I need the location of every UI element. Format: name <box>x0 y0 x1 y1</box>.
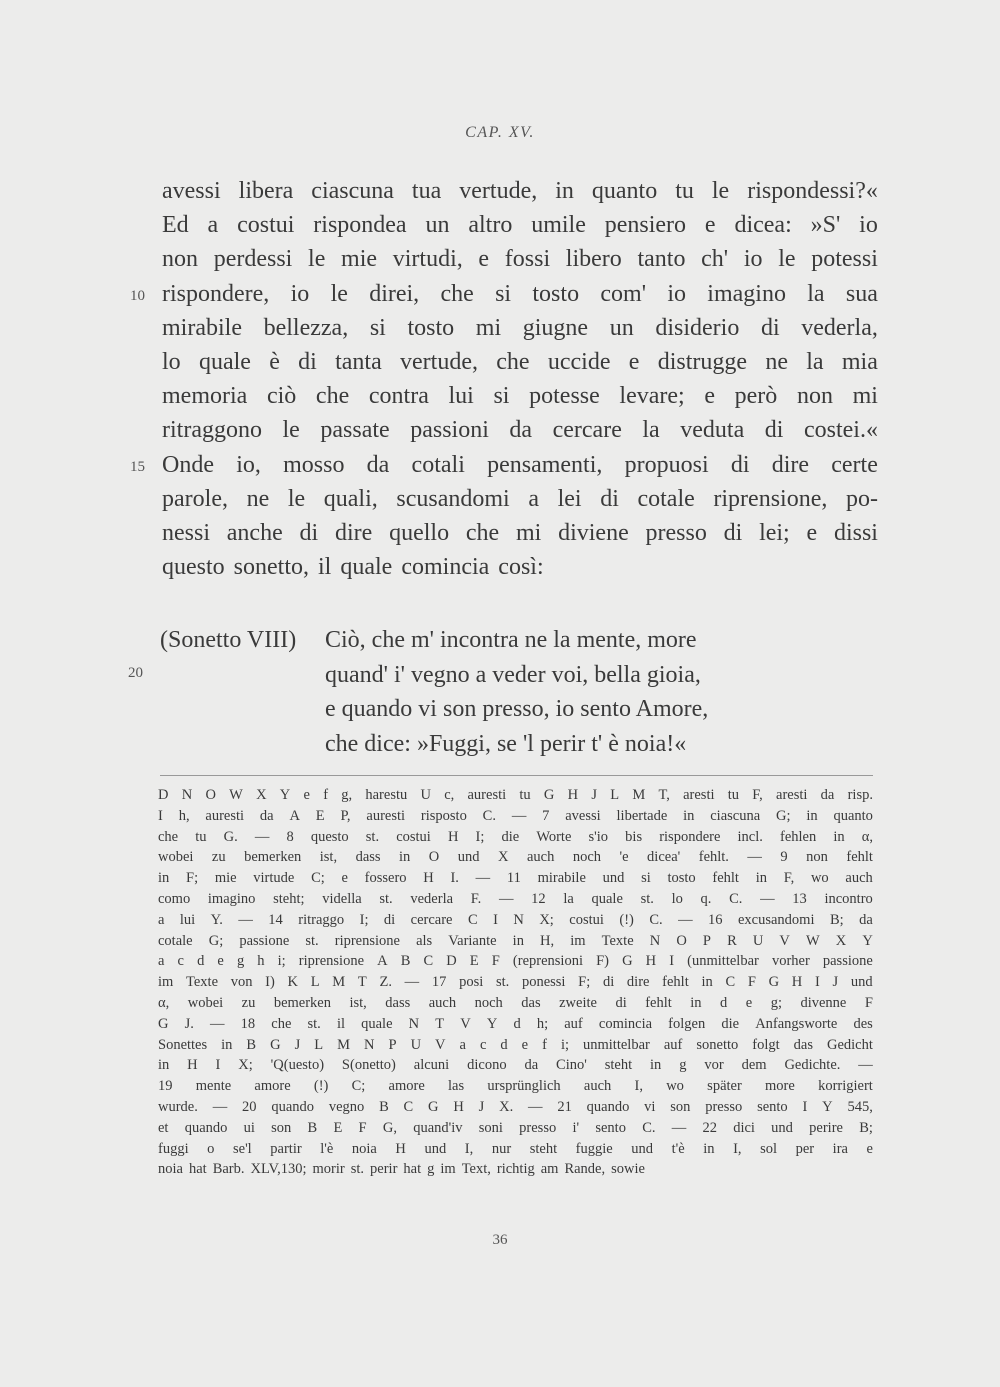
apparatus-line: Sonettes in B G J L M N P U V a c d e f i; unmittelbar auf sonetto folgt das Gedicht <box>158 1036 873 1053</box>
prose-line: memoria ciò che contra lui si potesse levare; e però non mi <box>162 383 878 410</box>
apparatus-line: in F; mie virtude C; e fossero H I. — 11 mirabile und si tosto fehlt in F, wo auch <box>158 870 873 887</box>
apparatus-line: noia hat Barb. XLV,130; morir st. perir hat g im Text, richtig am Rande, sowie <box>158 1161 645 1178</box>
line-number-15: 15 <box>130 459 145 475</box>
apparatus-line: I h, auresti da A E P, auresti risposto C. — 7 avessi libertade in ciascuna G; in quanto <box>158 807 873 824</box>
apparatus-line: wobei zu bemerken ist, dass in O und X auch noch 'e dicea' fehlt. — 9 non fehlt <box>158 849 873 866</box>
apparatus-line: im Texte von I) K L M T Z. — 17 posi st. ponessi F; di dire fehlt in C F G H I J und <box>158 974 873 991</box>
sonnet-verses <box>325 623 708 761</box>
sonnet-verse: e quando vi son presso, io sento Amore, <box>325 696 709 722</box>
line-number-20: 20 <box>128 665 143 681</box>
prose-line: rispondere, io le direi, che si tosto com' io imagino la sua <box>162 280 878 307</box>
prose-line: avessi libera ciascuna tua vertude, in quanto tu le rispondessi?« <box>162 178 878 204</box>
prose-line: questo sonetto, il quale comincia così: <box>162 554 544 581</box>
critical-apparatus <box>158 785 873 1180</box>
apparatus-line: fuggi o se'l partir l'è noia H und I, nur steht fuggie und t'è in I, sol per ira e <box>158 1140 873 1157</box>
sonnet-verse: che dice: »Fuggi, se 'l perir t' è noia!« <box>325 730 687 757</box>
prose-line: non perdessi le mie virtudi, e fossi libero tanto ch' io le potessi <box>162 246 878 273</box>
apparatus-line: 19 mente amore (!) C; amore las ursprünglich auch I, wo später more korrigiert <box>158 1078 873 1095</box>
apparatus-line: wurde. — 20 quando vegno B C G H J X. — 21 quando vi son presso sento I Y 545, <box>158 1098 873 1115</box>
apparatus-line: et quando ui son B E F G, quand'iv soni presso i' sento C. — 22 dici und perire B; <box>158 1119 873 1136</box>
sonnet-verse: quand' i' vegno a veder voi, bella gioia, <box>325 661 701 688</box>
apparatus-line: D N O W X Y e f g, harestu U c, auresti tu G H J L M T, aresti tu F, aresti da risp. <box>158 787 873 803</box>
prose-line: Ed a costui rispondea un altro umile pensiero e dicea: »S' io <box>162 212 878 239</box>
apparatus-line: como imagino steht; vidella st. vederla F. — 12 la quale st. lo q. C. — 13 incontro <box>158 890 873 907</box>
running-head: CAP. XV. <box>465 124 535 141</box>
prose-line: nessi anche di dire quello che mi diviene presso di lei; e dissi <box>162 519 878 546</box>
apparatus-line: G J. — 18 che st. il quale N T V Y d h; auf comincia folgen die Anfangsworte des <box>158 1015 873 1032</box>
prose-line: parole, ne le quali, scusandomi a lei di cotale riprensione, po- <box>162 485 878 512</box>
footnote-rule <box>160 775 873 776</box>
apparatus-line: cotale G; passione st. riprensione als Variante in H, im Texte N O P R U V W X Y <box>158 932 873 949</box>
prose-line: lo quale è di tanta vertude, che uccide e distrugge ne la mia <box>162 348 878 375</box>
apparatus-line: in H I X; 'Q(uesto) S(onetto) alcuni dicono da Cino' steht in g vor dem Gedichte. — <box>158 1057 873 1074</box>
prose-line: Onde io, mosso da cotali pensamenti, propuosi di dire certe <box>162 451 878 478</box>
prose-text <box>162 174 878 584</box>
apparatus-line: α, wobei zu bemerken ist, dass auch noch das zweite di fehlt in d e g; divenne F <box>158 994 873 1011</box>
prose-line: ritraggono le passate passioni da cercare la veduta di costei.« <box>162 417 878 444</box>
line-number-10: 10 <box>130 288 145 304</box>
prose-line: mirabile bellezza, si tosto mi giugne un disiderio di vederla, <box>162 314 878 341</box>
apparatus-line: che tu G. — 8 questo st. costui H I; die Worte s'io bis rispondere incl. fehlen in α, <box>158 828 873 845</box>
page-number: 36 <box>492 1232 508 1248</box>
sonnet-label: (Sonetto VIII) <box>160 627 297 653</box>
apparatus-line: a lui Y. — 14 ritraggo I; di cercare C I N X; costui (!) C. — 16 excusandomi B; da <box>158 911 873 928</box>
sonnet-verse: Ciò, che m' incontra ne la mente, more <box>325 627 697 653</box>
apparatus-line: a c d e g h i; riprensione A B C D E F (reprensioni F) G H I (unmittelbar vorher passione <box>158 953 873 970</box>
